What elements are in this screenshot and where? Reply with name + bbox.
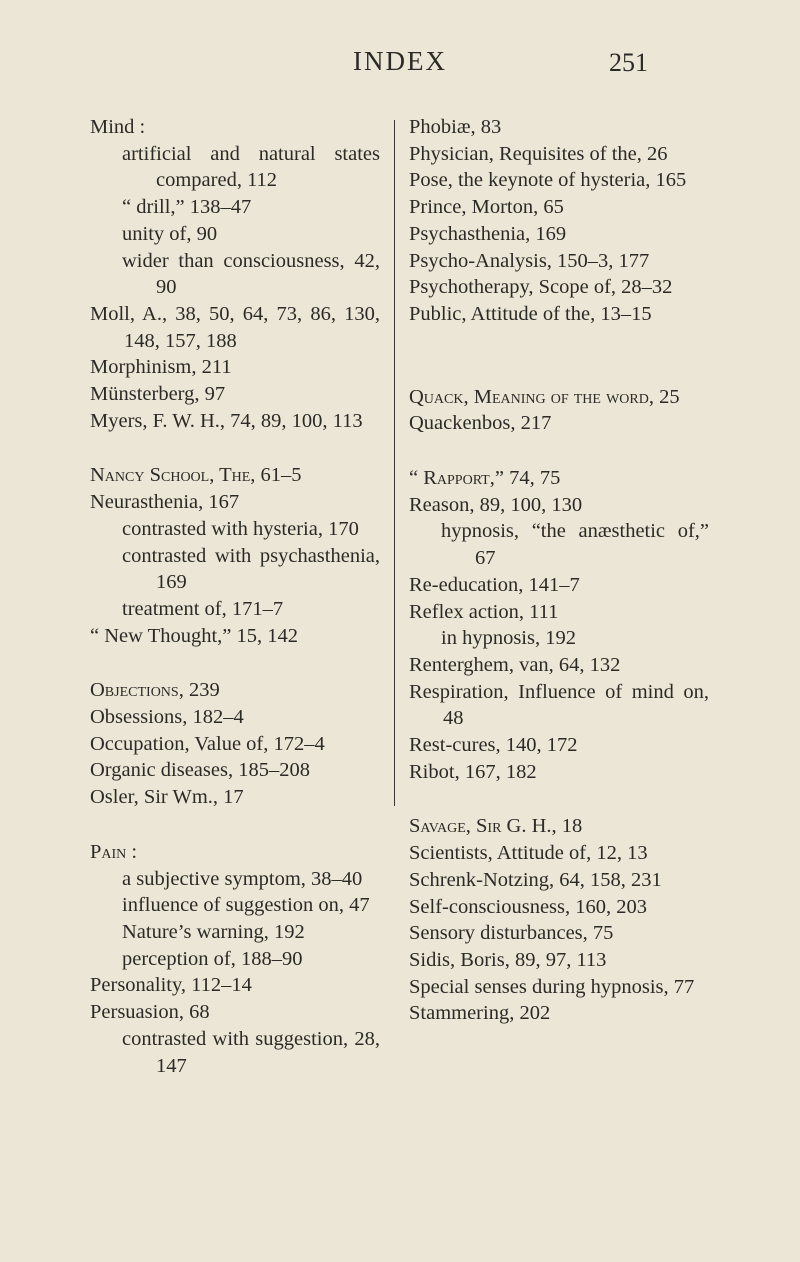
group-spacer <box>409 328 709 356</box>
index-entry: Sensory disturbances, 75 <box>409 922 614 945</box>
index-subentry: in hypnosis, 192 <box>441 627 576 650</box>
group-spacer <box>409 356 709 384</box>
index-subentry: contrasted with psychasthenia, 169 <box>122 544 380 594</box>
index-entry: Prince, Morton, 65 <box>409 196 564 219</box>
index-entry: Reflex action, 111 <box>409 600 559 623</box>
group-spacer <box>409 785 709 813</box>
index-subentry: contrasted with hysteria, 170 <box>122 517 359 540</box>
index-entry: Psychotherapy, Scope of, 28–32 <box>409 276 673 299</box>
index-entry: Physician, Requisites of the, 26 <box>409 142 668 165</box>
index-entry: Moll, A., 38, 50, 64, 73, 86, 130, 148, 157, 188 <box>90 302 380 352</box>
index-entry: Sidis, Boris, 89, 97, 113 <box>409 948 607 971</box>
index-entry: Respiration, Influence of mind on, 48 <box>409 680 709 730</box>
index-subentry: unity of, 90 <box>122 222 218 245</box>
index-entry: Mind : <box>90 116 146 138</box>
page-number: 251 <box>609 48 648 77</box>
index-entry: Persuasion, 68 <box>90 1001 210 1024</box>
index-entry: Osler, Sir Wm., 17 <box>90 786 244 809</box>
group-spacer <box>90 434 380 462</box>
index-subentry: artificial and natural states compared, 112 <box>122 142 380 192</box>
index-entry: Scientists, Attitude of, 12, 13 <box>409 842 648 865</box>
index-subentry: “ drill,” 138–47 <box>122 196 252 219</box>
index-column-right <box>409 114 709 1027</box>
index-entry: Morphinism, 211 <box>90 356 232 379</box>
index-entry: Renterghem, van, 64, 132 <box>409 653 621 676</box>
index-entry: Quack, Meaning of the word, 25 <box>409 385 680 408</box>
index-entry: Public, Attitude of the, 13–15 <box>409 302 652 325</box>
index-entry: Münsterberg, 97 <box>90 383 226 406</box>
index-subentry: influence of suggestion on, 47 <box>122 894 370 917</box>
index-entry: Re-education, 141–7 <box>409 573 580 596</box>
index-entry: Obsessions, 182–4 <box>90 706 244 729</box>
index-entry: Ribot, 167, 182 <box>409 760 537 783</box>
index-entry: Personality, 112–14 <box>90 974 252 997</box>
index-entry: “ Rapport,” 74, 75 <box>409 467 561 490</box>
index-entry: Special senses during hypnosis, 77 <box>409 975 695 998</box>
index-subentry: contrasted with suggestion, 28, 147 <box>122 1027 380 1077</box>
index-entry: Pain : <box>90 840 138 863</box>
index-subentry: Nature’s warning, 192 <box>122 920 305 943</box>
running-head: INDEX <box>353 46 447 76</box>
index-entry: “ New Thought,” 15, 142 <box>90 624 299 647</box>
index-entry: Phobiæ, 83 <box>409 116 502 138</box>
index-entry: Objections, 239 <box>90 679 220 702</box>
index-entry: Rest-cures, 140, 172 <box>409 734 578 757</box>
group-spacer <box>90 649 380 677</box>
index-subentry: a subjective symptom, 38–40 <box>122 867 363 890</box>
index-subentry: treatment of, 171–7 <box>122 597 284 620</box>
page-header <box>0 46 800 86</box>
index-entry: Occupation, Value of, 172–4 <box>90 732 325 755</box>
index-entry: Schrenk-Notzing, 64, 158, 231 <box>409 868 662 891</box>
index-entry: Pose, the keynote of hysteria, 165 <box>409 169 687 192</box>
index-entry: Psycho-Analysis, 150–3, 177 <box>409 249 650 272</box>
index-subentry: wider than consciousness, 42, 90 <box>122 249 380 299</box>
index-subentry: hypnosis, “the anæsthetic of,” 67 <box>441 520 709 570</box>
index-entry: Stammering, 202 <box>409 1002 551 1025</box>
index-entry: Psychasthenia, 169 <box>409 222 567 245</box>
index-entry: Self-consciousness, 160, 203 <box>409 895 648 918</box>
group-spacer <box>90 811 380 839</box>
column-divider <box>394 120 395 806</box>
index-column-left <box>90 114 380 1079</box>
group-spacer <box>409 437 709 465</box>
index-entry: Reason, 89, 100, 130 <box>409 493 583 516</box>
index-entry: Myers, F. W. H., 74, 89, 100, 113 <box>90 409 363 432</box>
index-entry: Nancy School, The, 61–5 <box>90 464 302 487</box>
index-entry: Organic diseases, 185–208 <box>90 759 310 782</box>
index-subentry: perception of, 188–90 <box>122 947 303 970</box>
index-entry: Quackenbos, 217 <box>409 412 552 435</box>
index-entry: Neurasthenia, 167 <box>90 491 240 514</box>
index-entry: Savage, Sir G. H., 18 <box>409 815 583 838</box>
